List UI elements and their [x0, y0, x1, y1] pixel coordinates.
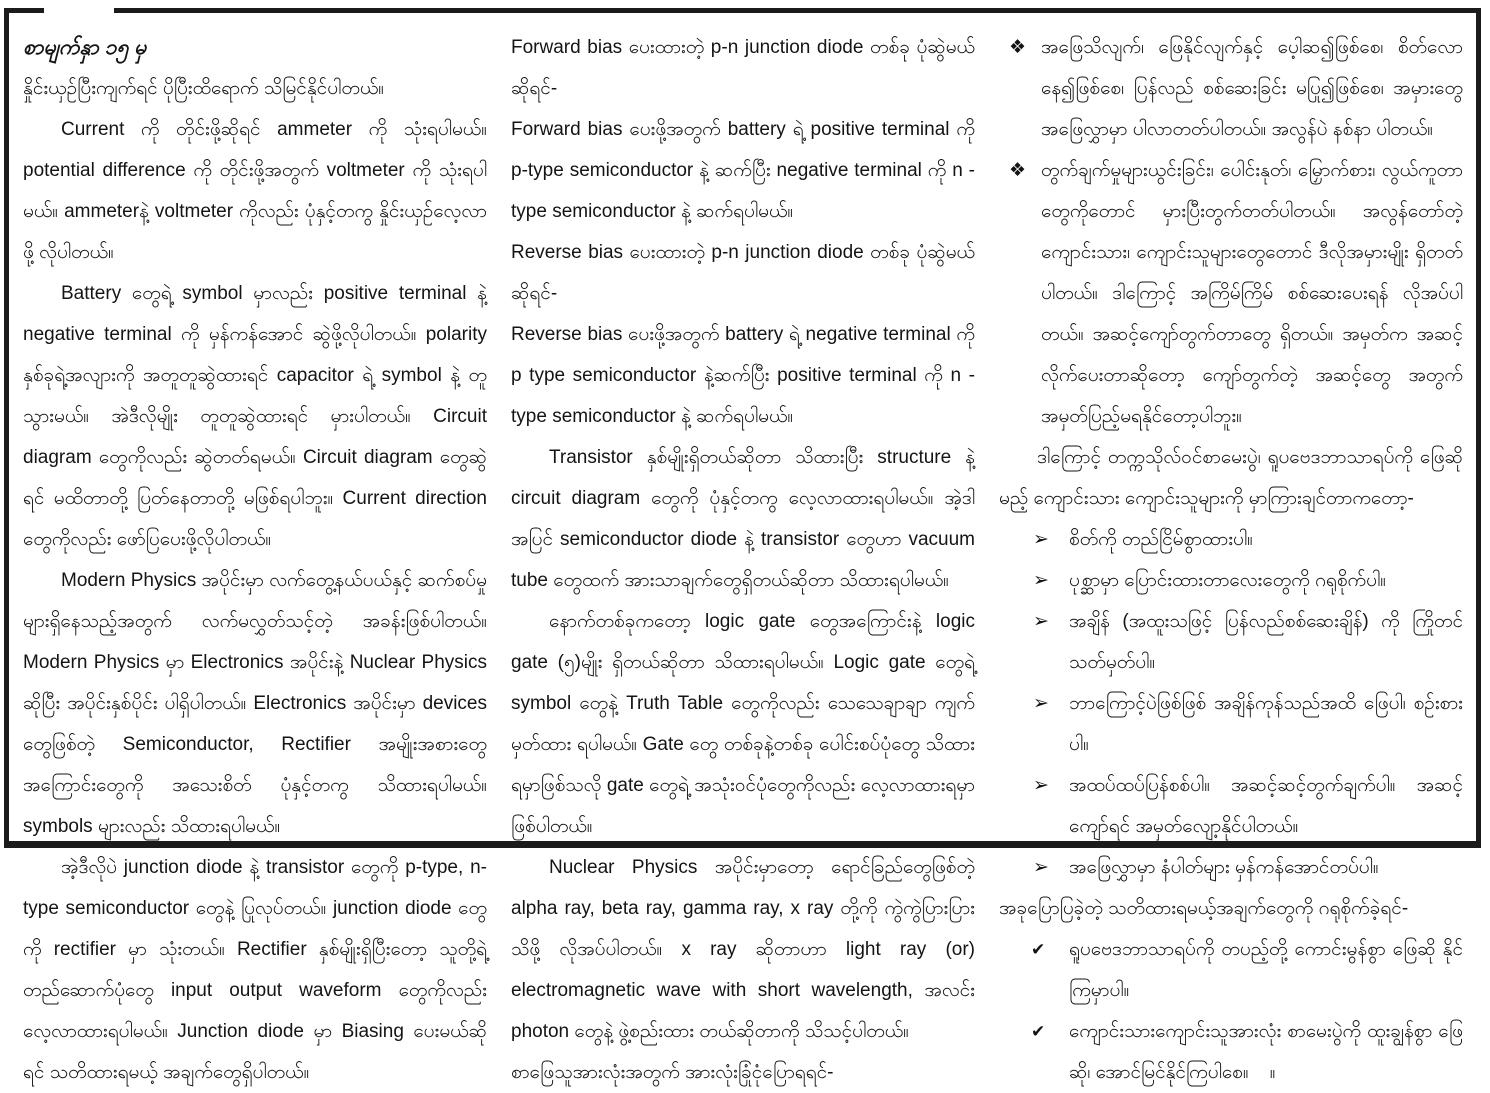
list-item-text: စိတ်ကို တည်ငြိမ်စွာထားပါ။	[1069, 529, 1253, 550]
arrow-bullet-icon: ➢	[1033, 529, 1049, 550]
arrow-bullet-icon: ➢	[1033, 775, 1049, 796]
list-item-text: တွက်ချက်မှုများယွင်းခြင်း၊ ပေါင်းနုတ်၊ မြှောက်စား၊ လွယ်ကူတာတွေကိုတောင် မှားပြီးတွက်တတ်ပါတယ်။ အလွန်တော်တဲ့ကျောင်းသား၊ ကျောင်းသူများတွေတောင် ဒီလိုအမှားမျိုး ရှိတတ်ပါတယ်။ ဒါကြောင့် အကြိမ်ကြိမ် စစ်ဆေးပေးရန် လိုအပ်ပါတယ်။ အဆင့်ကျော်တွက်တာတွေ ရှိတယ်။ အမှတ်က အဆင့်လိုက်ပေးတာဆိုတော့ ကျော်တွက်တဲ့ အဆင့်တွေ အတွက် အမှတ်ပြည့်မရနိုင်တော့ပါဘူး။	[1041, 160, 1463, 427]
list-item	[999, 519, 1463, 560]
list-item	[999, 929, 1463, 1011]
page-border	[4, 8, 1481, 1083]
arrow-bullet-icon: ➢	[1033, 857, 1049, 878]
list-item	[999, 150, 1463, 437]
column-1	[23, 27, 487, 1083]
continued-from-page-heading: စာမျက်နှာ ၁၅ မှ	[23, 36, 147, 59]
paragraph: Nuclear Physics အပိုင်းမှာတော့ ရောင်ခြည်တွေဖြစ်တဲ့ alpha ray, beta ray, gamma ray, x ray တို့ကို ကွဲကွဲပြားပြားသိဖို့ လိုအပ်ပါတယ်။ x ray ဆိုတာဟာ light ray (or) electromagnetic wave with short wavelength, အလင်း photon တွေနဲ့ ဖွဲ့စည်းထား တယ်ဆိုတာကို သိသင့်ပါတယ်။	[511, 857, 975, 1042]
paragraph: Current ကို တိုင်းဖို့ဆိုရင် ammeter ကို သုံးရပါမယ်။ potential difference ကို တိုင်းဖို့အတွက် voltmeter ကို သုံးရပါမယ်။ ammeterနဲ့ voltmeter ကိုလည်း ပုံနှင့်တကွ နှိုင်းယှဉ်လေ့လာဖို့ လိုပါတယ်။	[23, 119, 487, 263]
paragraph: စာဖြေသူအားလုံးအတွက် အားလုံးခြုံငုံပြောရရင်-	[511, 1062, 834, 1083]
paragraph: အခုပြောပြခဲ့တဲ့ သတိထားရမယ့်အချက်တွေကို ဂရုစိုက်ခဲ့ရင်-	[999, 898, 1409, 919]
list-item	[999, 601, 1463, 683]
arrow-bullet-icon: ➢	[1033, 570, 1049, 591]
diamond-bullet-icon: ❖	[1009, 160, 1027, 181]
list-item-text: ရူပဗေဒဘာသာရပ်ကို တပည့်တို့ ကောင်းမွန်စွာ ဖြေဆို နိုင်ကြမှာပါ။	[1069, 939, 1463, 1001]
paragraph: Battery တွေရဲ့ symbol မှာလည်း positive terminal နဲ့ negative terminal ကို မှန်ကန်အောင် ဆွဲဖို့လိုပါတယ်။ polarity နှစ်ခုရဲ့အလျားကို အတူတူဆွဲထားရင် capacitor ရဲ့ symbol နဲ့ တူသွားမယ်။ အဲဒီလိုမျိုး တူတူဆွဲထားရင် မှားပါတယ်။ Circuit diagram တွေကိုလည်း ဆွဲတတ်ရမယ်။ Circuit diagram တွေဆွဲရင် မထိတာတို့ ပြတ်နေတာတို့ မဖြစ်ရပါဘူး။ Current direction တွေကိုလည်း ဖော်ပြပေးဖို့လိုပါတယ်။	[23, 283, 487, 550]
column-2	[511, 27, 975, 1083]
list-item	[999, 847, 1463, 888]
paragraph: အဲ့ဒီလိုပဲ junction diode နဲ့ transistor တွေကို p-type, n-type semiconductor တွေနဲ့ ပြုလုပ်တယ်။ junction diode တွေကို rectifier မှာ သုံးတယ်။ Rectifier နှစ်မျိုးရှိပြီးတော့ သူတို့ရဲ့ တည်ဆောက်ပုံတွေ input output waveform တွေကိုလည်း လေ့လာထားရပါမယ်။ Junction diode မှာ Biasing ပေးမယ်ဆိုရင် သတိထားရမယ့် အချက်တွေရှိပါတယ်။	[23, 857, 487, 1083]
paragraph: Forward bias ပေးထားတဲ့ p-n junction diode တစ်ခု ပုံဆွဲမယ် ဆိုရင်-	[511, 37, 975, 99]
list-item	[999, 27, 1463, 150]
paragraph: နှိုင်းယှဉ်ပြီးကျက်ရင် ပိုပြီးထိရောက် သိမြင်နိုင်ပါတယ်။	[23, 78, 385, 99]
paragraph: Reverse bias ပေးထားတဲ့ p-n junction diode တစ်ခု ပုံဆွဲမယ် ဆိုရင်-	[511, 242, 975, 304]
arrow-bullet-icon: ➢	[1033, 693, 1049, 714]
paragraph: Transistor နှစ်မျိုးရှိတယ်ဆိုတာ သိထားပြီး structure နဲ့ circuit diagram တွေကို ပုံနှင့်တကွ လေ့လာထားရပါမယ်။ အဲ့ဒါအပြင် semiconductor diode နဲ့ transistor တွေဟာ vacuum tube တွေထက် အားသာချက်တွေရှိတယ်ဆိုတာ သိထားရပါမယ်။	[511, 447, 975, 591]
diamond-bullet-icon: ❖	[1009, 37, 1027, 58]
list-item	[999, 1011, 1463, 1093]
list-item-text: ဘာကြောင့်ပဲဖြစ်ဖြစ် အချိန်ကုန်သည်အထိ ဖြေပါ၊ စဉ်းစားပါ။	[1069, 693, 1463, 755]
paragraph: ဒါကြောင့် တက္ကသိုလ်ဝင်စာမေးပွဲ၊ ရူပဗေဒဘာသာရပ်ကို ဖြေဆိုမည့် ကျောင်းသား ကျောင်းသူများကို မှာကြားချင်တာကတော့-	[999, 447, 1463, 509]
checkmark-bullet-icon: ✔	[1031, 940, 1046, 959]
paragraph: နောက်တစ်ခုကတော့ logic gate တွေအကြောင်းနဲ့ logic gate (၅)မျိုး ရှိတယ်ဆိုတာ သိထားရပါမယ်။ Logic gate တွေရဲ့ symbol တွေနဲ့ Truth Table တွေကိုလည်း သေသေချာချာ ကျက်မှတ်ထား ရပါမယ်။ Gate တွေ တစ်ခုနဲ့တစ်ခု ပေါင်းစပ်ပုံတွေ သိထားရမှာဖြစ်သလို gate တွေရဲ့ အသုံးဝင်ပုံတွေကိုလည်း လေ့လာထားရမှာ ဖြစ်ပါတယ်။	[511, 611, 975, 837]
paragraph: Reverse bias ပေးဖို့အတွက် battery ရဲ့ negative terminal ကို p type semiconductor နဲ့ဆက်ပြီး positive terminal ကို n - type semiconductor နဲ့ ဆက်ရပါမယ်။	[511, 324, 975, 427]
page-border-gap	[44, 6, 114, 15]
column-3	[999, 27, 1463, 1083]
text-columns	[9, 13, 1476, 1083]
paragraph: Forward bias ပေးဖို့အတွက် battery ရဲ့ positive terminal ကို p-type semiconductor နဲ့ ဆက်ပြီး negative terminal ကို n - type semiconductor နဲ့ ဆက်ရပါမယ်။	[511, 119, 975, 222]
arrow-bullet-icon: ➢	[1033, 611, 1049, 632]
checkmark-bullet-icon: ✔	[1031, 1022, 1046, 1041]
list-item-text: အထပ်ထပ်ပြန်စစ်ပါ။ အဆင့်ဆင့်တွက်ချက်ပါ။ အဆင့်ကျော်ရင် အမှတ်လျော့နိုင်ပါတယ်။	[1069, 775, 1463, 837]
list-item	[999, 683, 1463, 765]
paragraph: Modern Physics အပိုင်းမှာ လက်တွေ့နယ်ပယ်နှင့် ဆက်စပ်မှုများရှိနေသည့်အတွက် လက်မလွှတ်သင့်တဲ့ အခန်းဖြစ်ပါတယ်။ Modern Physics မှာ Electronics အပိုင်းနဲ့ Nuclear Physics ဆိုပြီး အပိုင်းနှစ်ပိုင်း ပါရှိပါတယ်။ Electronics အပိုင်းမှာ devices တွေဖြစ်တဲ့ Semiconductor, Rectifier အမျိုးအစားတွေ အကြောင်းတွေကို အသေးစိတ် ပုံနှင့်တကွ သိထားရပါမယ်။ symbols များလည်း သိထားရပါမယ်။	[23, 570, 487, 837]
list-item	[999, 765, 1463, 847]
list-item-text: အချိန် (အထူးသဖြင့် ပြန်လည်စစ်ဆေးချိန်) ကို ကြိုတင် သတ်မှတ်ပါ။	[1069, 611, 1463, 673]
list-item-text: ကျောင်းသားကျောင်းသူအားလုံး စာမေးပွဲကို ထူးချွန်စွာ ဖြေဆို၊ အောင်မြင်နိုင်ကြပါစေ။ ။	[1069, 1021, 1463, 1083]
list-item	[999, 560, 1463, 601]
list-item-text: အဖြေသိလျက်၊ ဖြေနိုင်လျက်နှင့် ပေ့ါဆ၍ဖြစ်စေ၊ စိတ်လော နေ၍ဖြစ်စေ၊ ပြန်လည် စစ်ဆေးခြင်း မပြု၍ဖြစ်စေ၊ အမှားတွေ အဖြေလွှာမှာ ပါလာတတ်ပါတယ်။ အလွန်ပဲ နစ်နာ ပါတယ်။	[1041, 37, 1463, 140]
list-item-text: အဖြေလွှာမှာ နံပါတ်များ မှန်ကန်အောင်တပ်ပါ။	[1069, 857, 1379, 878]
list-item-text: ပုစ္ဆာမှာ ပြောင်းထားတာလေးတွေကို ဂရုစိုက်ပါ။	[1069, 570, 1386, 591]
